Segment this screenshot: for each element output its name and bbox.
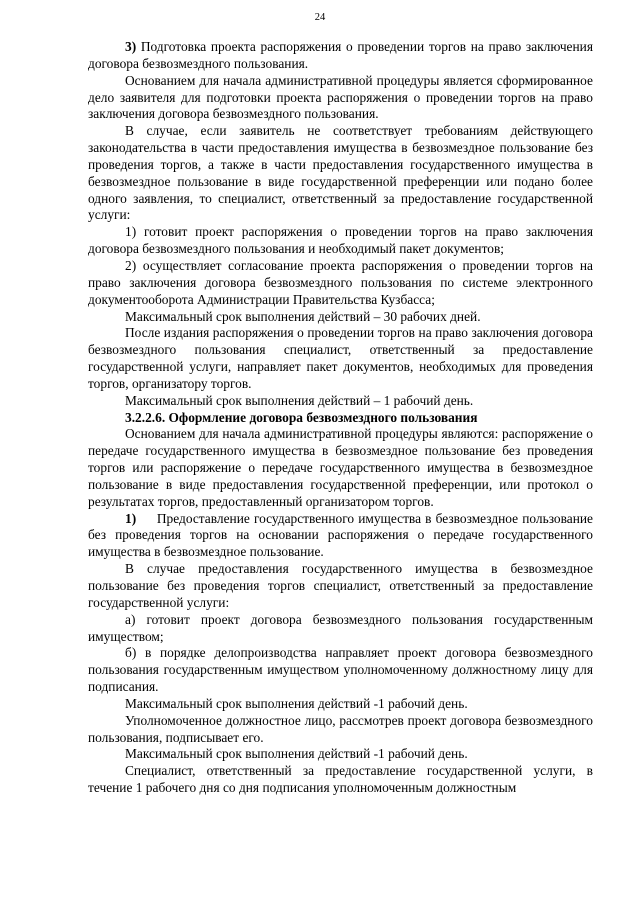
paragraph: Основанием для начала административной процедуры является сформированное дело заявителя для подготовки проекта распоряжения о проведении торгов на право заключения договора безвозмездного пользования. [88,72,593,122]
step-number: 1) [125,510,137,526]
deadline-note: Максимальный срок выполнения действий -1 рабочий день. [125,746,468,762]
paragraph: В случае, если заявитель не соответствует требованиям действующего законодательства в части предоставления имущества в безвозмездное пользование без проведения торгов, а также в части предоставления государственного имущества в безвозмездное пользование в виде государственной преференции или подано более одного заявления, то специалист, ответственный за предоставление государственной услуги: [88,123,593,223]
section-heading: 3.2.2.6. Оформление договора безвозмездного пользования [125,409,478,425]
page-number: 24 [314,12,326,23]
deadline-note: Максимальный срок выполнения действий – 1 рабочий день. [125,392,474,408]
paragraph-step-3 [88,39,593,73]
list-item: 2) осуществляет согласование проекта распоряжения о проведении торгов на право заключения договора безвозмездного пользования по системе электронного документооборота Администрации Правительства Кузбасса; [88,257,593,307]
paragraph: Уполномоченное должностное лицо, рассмотрев проект договора безвозмездного пользования, подписывает его. [88,712,593,745]
deadline-note: Максимальный срок выполнения действий – 30 рабочих дней. [125,308,481,324]
list-item: б) в порядке делопроизводства направляет проект договора безвозмездного пользования государственным имуществом уполномоченному должностному лицу для подписания. [88,645,593,695]
paragraph: В случае предоставления государственного имущества в безвозмездное пользование без проведения торгов специалист, ответственный за предоставление государственной услуги: [88,561,593,610]
paragraph-step-1 [88,510,597,562]
step-number: 3) [125,39,137,54]
document-body [88,39,597,797]
paragraph: Основанием для начала административной процедуры являются: распоряжение о передаче государственного имущества в безвозмездное пользование без проведения торгов или распоряжение о передаче государственного имущества в безвозмездное пользование в виде предоставления государственной преференции, или протокол о результатах торгов, предоставленный организатором торгов. [88,426,593,509]
paragraph: Специалист, ответственный за предоставление государственной услуги, в течение 1 рабочего дня со дня подписания уполномоченным должностным [88,763,593,796]
list-item: а) готовит проект договора безвозмездного пользования государственным имуществом; [88,611,593,644]
paragraph-text: Подготовка проекта распоряжения о проведении торгов на право заключения договора безвозмездного пользования. [88,39,593,71]
deadline-note: Максимальный срок выполнения действий -1 рабочий день. [125,695,468,711]
paragraph-text: Предоставление государственного имущества в безвозмездное пользование без проведения торгов на основании распоряжения о передаче государственного имущества в безвозмездное пользование. [88,510,597,560]
paragraph: После издания распоряжения о проведении торгов на право заключения договора безвозмездного пользования специалист, ответственный за предоставление государственной услуги, направляет пакет документов, необходимых для проведения торгов, организатору торгов. [88,325,593,391]
list-item: 1) готовит проект распоряжения о проведении торгов на право заключения договора безвозмездного пользования и необходимый пакет документов; [88,224,593,257]
